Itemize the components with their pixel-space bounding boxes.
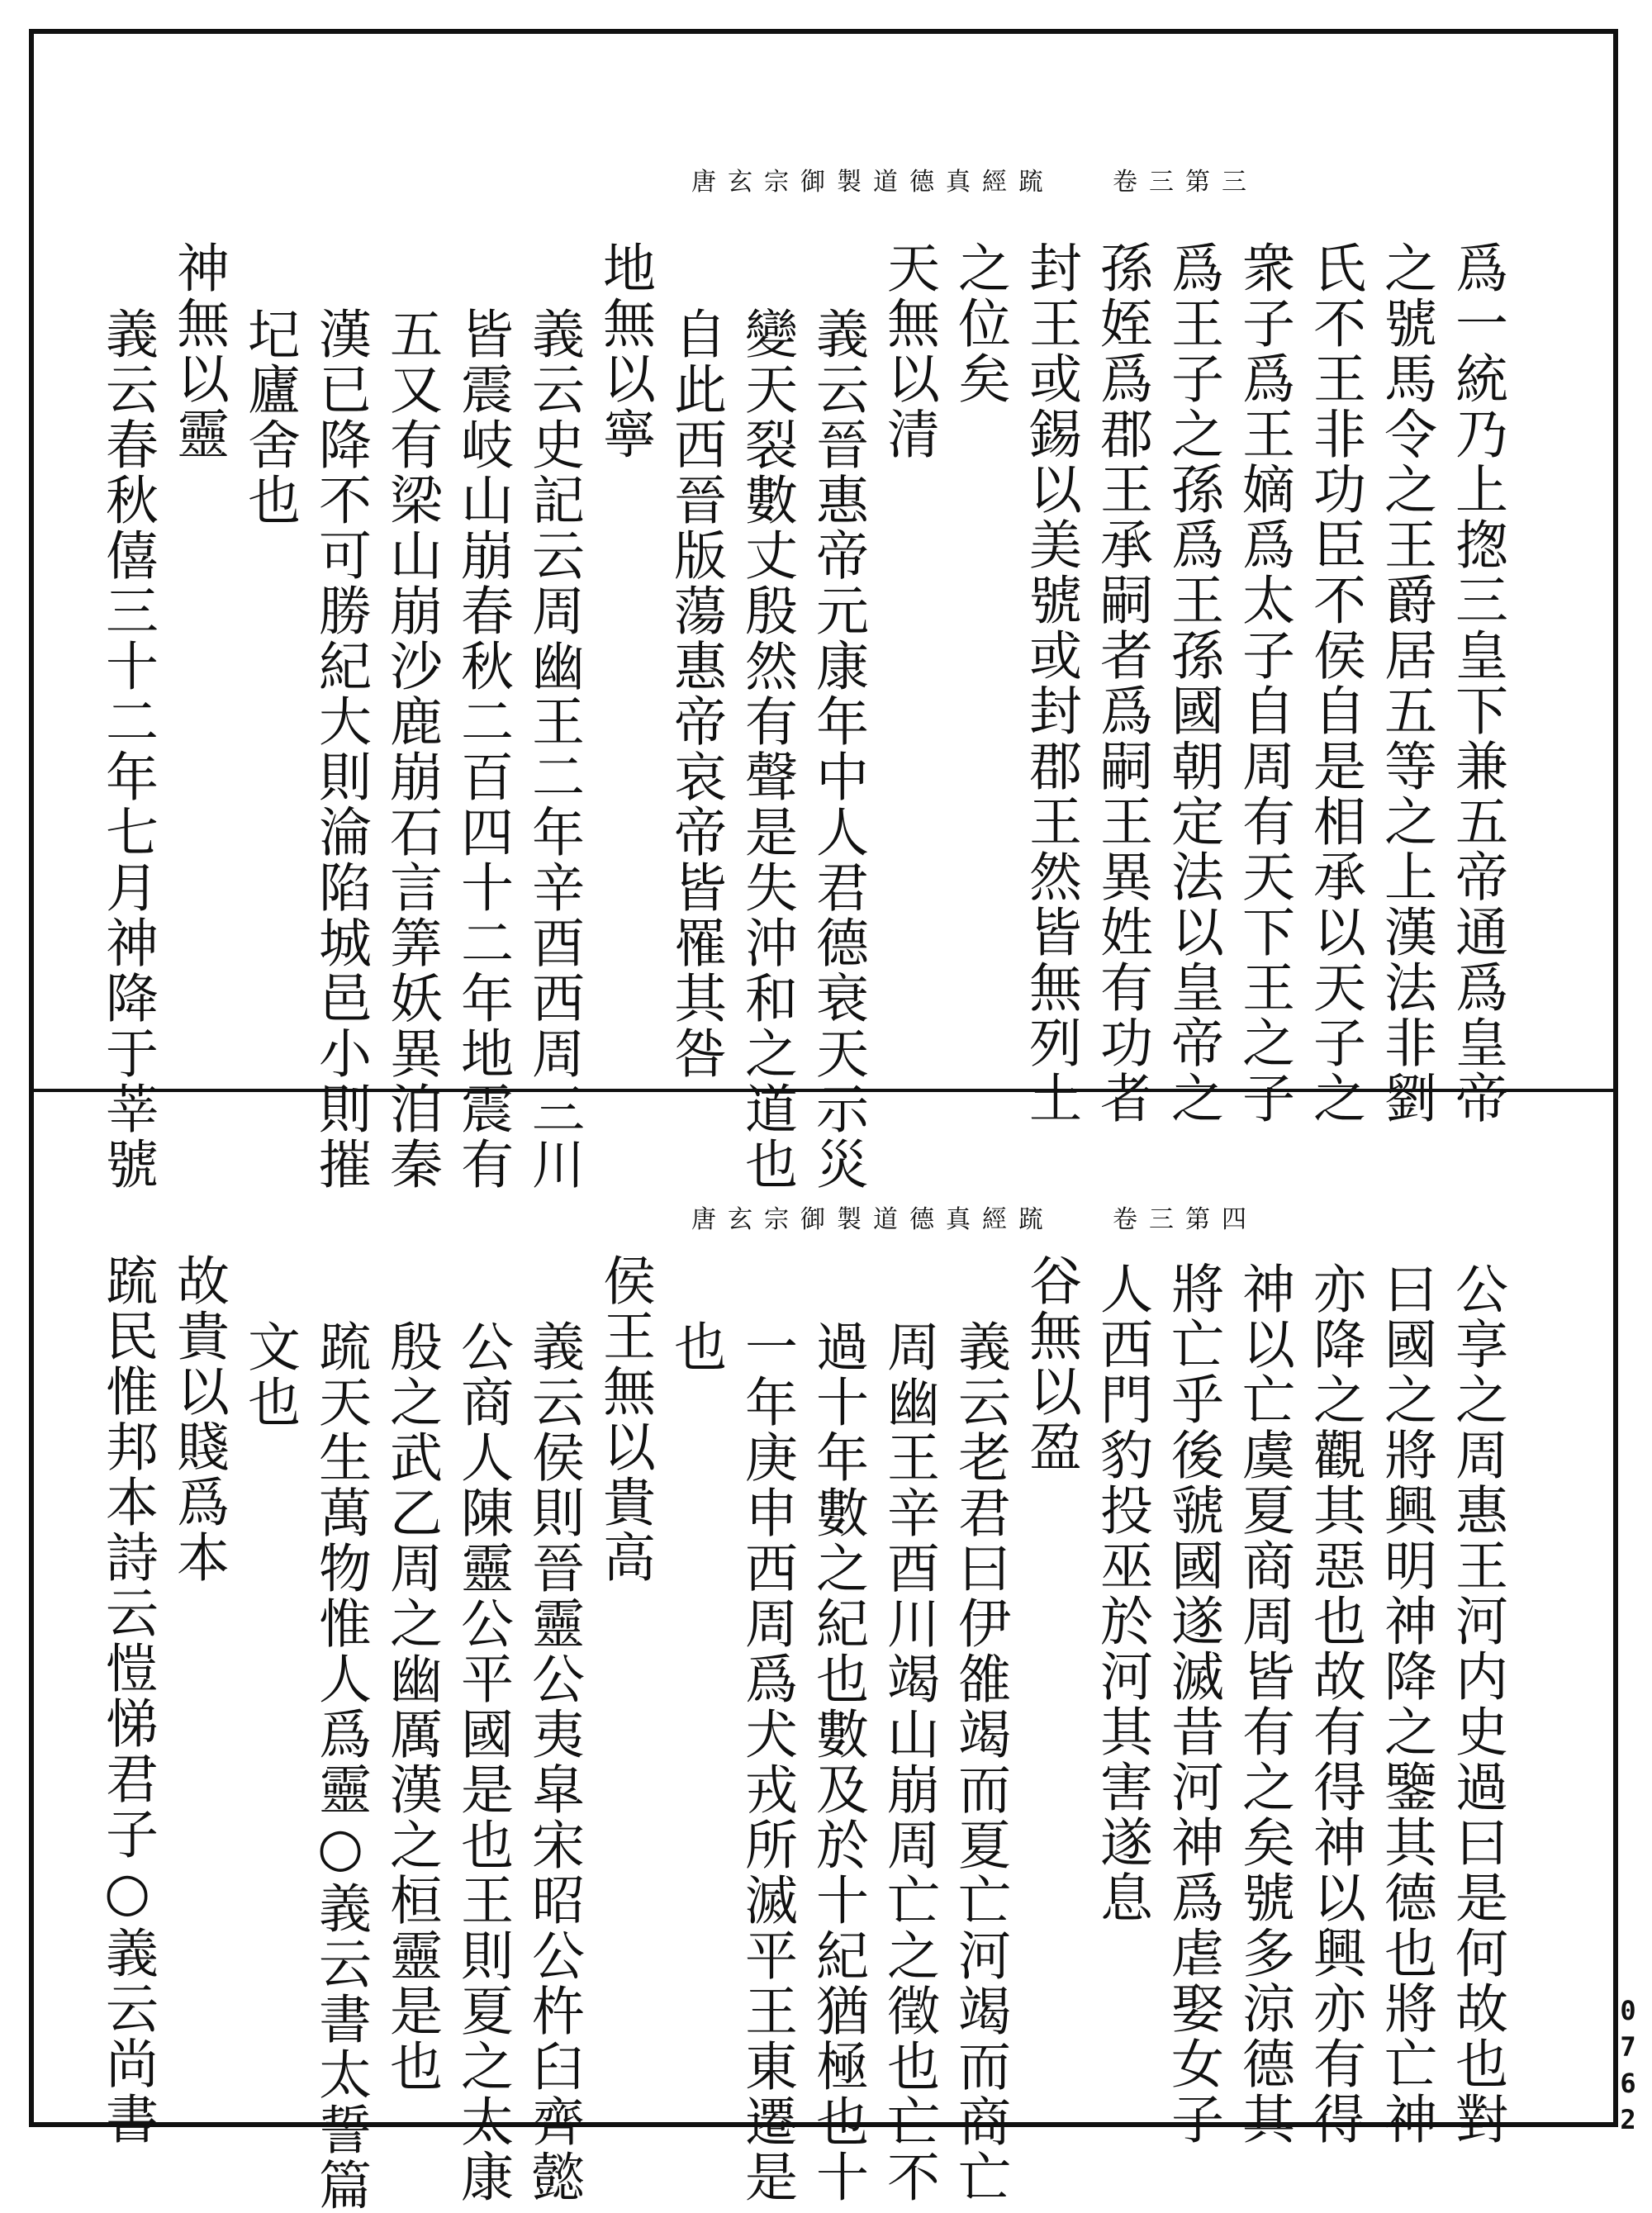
text-column: 神以亡虞夏商周皆有之矣號多涼德其 (1233, 1261, 1294, 2147)
bottom-header-volume: 卷三第四 (1113, 1205, 1258, 1234)
text-column: 孫姪爲郡王承嗣者爲嗣王異姓有功者 (1091, 240, 1152, 1126)
text-column: 一年庚申西周爲犬戎所滅平王東遷是 (736, 1319, 797, 2205)
bottom-running-header (691, 1205, 1258, 1234)
text-column: 周幽王辛酉川竭山崩周亡之徵也亡不 (878, 1319, 939, 2205)
text-column: 義云史記云周幽王二年辛酉西周三川 (523, 306, 584, 1192)
text-column: 封王或錫以美號或封郡王然皆無列土 (1020, 240, 1081, 1126)
text-column: 爲王子之孫爲王孫國朝定法以皇帝之 (1162, 240, 1223, 1126)
section-heading: 神無以靈 (168, 240, 229, 462)
section-heading: 天無以清 (878, 240, 939, 462)
text-column: 義云侯則晉靈公夷皐宋昭公杵臼齊懿 (523, 1319, 584, 2205)
text-column: 亦降之觀其惡也故有得神以興亦有得 (1304, 1261, 1365, 2147)
section-heading: 故貴以賤爲本 (168, 1253, 229, 1585)
bottom-panel (34, 1092, 1613, 2213)
text-column: 氏不王非功臣不侯自是相承以天子之 (1304, 240, 1365, 1126)
text-column: 圮廬舍也 (239, 306, 300, 528)
text-column: 皆震岐山崩春秋二百四十二年地震有 (452, 306, 513, 1192)
top-header-volume: 卷三第三 (1113, 168, 1258, 197)
text-column: 殷之武乙周之幽厲漢之桓靈是也 (381, 1319, 442, 2094)
text-column: 衆子爲王嫡爲太子自周有天下王之子 (1233, 240, 1294, 1126)
text-column: 義云老君曰伊雒竭而夏亡河竭而商亡 (949, 1319, 1010, 2205)
text-column: 公商人陳靈公平國是也王則夏之太康 (452, 1319, 513, 2205)
top-panel (34, 34, 1613, 1192)
top-header-title: 唐玄宗御製道德真經䟽 (691, 168, 1055, 197)
text-column: 爲一統乃上揔三皇下兼五帝通爲皇帝 (1446, 240, 1507, 1126)
text-column: 漢已降不可勝紀大則淪陷城邑小則摧 (310, 306, 371, 1192)
text-column: 自此西晉版蕩惠帝哀帝皆罹其咎 (665, 306, 726, 1081)
text-column: 之位矣 (949, 240, 1010, 406)
text-column: 䟽天生萬物惟人爲靈○義云書太誓篇 (310, 1319, 371, 2213)
bottom-header-title: 唐玄宗御製道德真經䟽 (691, 1205, 1055, 1234)
text-column: 義云晉惠帝元康年中人君德衰天示災 (807, 306, 868, 1192)
text-column: 將亡乎後虢國遂滅昔河神爲虐娶女子 (1162, 1261, 1223, 2147)
section-heading: 谷無以盈 (1020, 1253, 1081, 1475)
text-column: 變天裂數丈殷然有聲是失沖和之道也 (736, 306, 797, 1192)
text-column: 五又有梁山崩沙鹿崩石言筭妖異洎秦 (381, 306, 442, 1192)
top-running-header (691, 170, 1258, 195)
text-column: 義云春秋僖三十二年七月神降于莘號 (97, 306, 158, 1192)
text-column: 之號馬令之王爵居五等之上漢法非劉 (1375, 240, 1436, 1126)
text-column: 過十年數之紀也數及於十紀猶極也十 (807, 1319, 868, 2205)
text-column: 也 (665, 1319, 726, 1375)
text-column: 人西門豹投巫於河其害遂息 (1091, 1261, 1152, 1926)
section-heading: 地無以寧 (594, 240, 655, 462)
text-column: 曰國之將興明神降之鑒其德也將亡神 (1375, 1261, 1436, 2147)
section-heading: 侯王無以貴高 (594, 1253, 655, 1585)
text-column: 文也 (239, 1319, 300, 1430)
text-column: 䟽民惟邦本詩云愷悌君子○義云尚書 (97, 1253, 158, 2147)
page-number: 0762 (1612, 1995, 1644, 2140)
text-column: 公享之周惠王河内史過曰是何故也對 (1446, 1261, 1507, 2147)
